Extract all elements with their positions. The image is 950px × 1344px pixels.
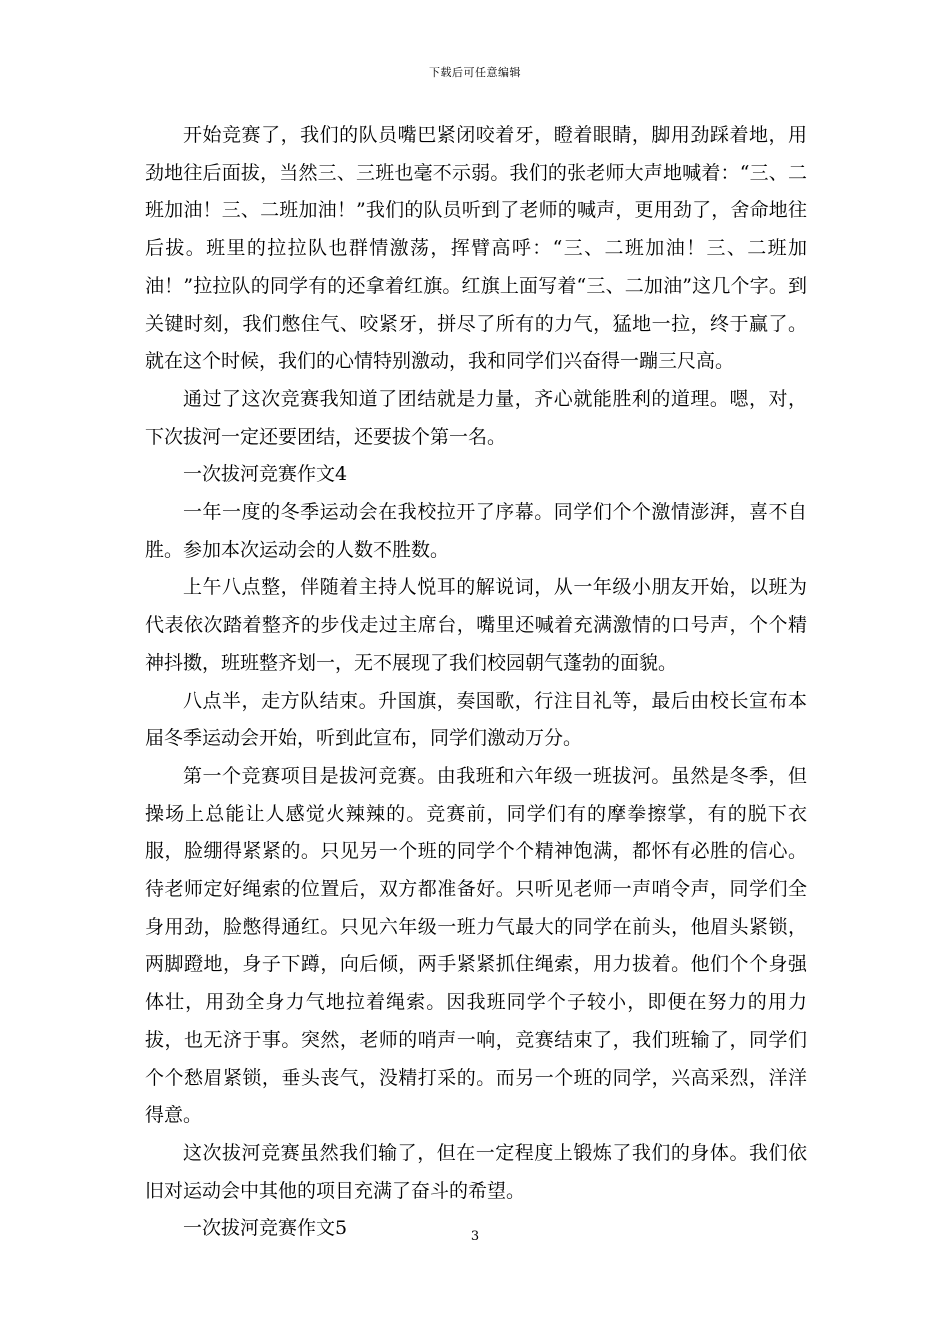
paragraph: 一年一度的冬季运动会在我校拉开了序幕。同学们个个激情澎湃，喜不自胜。参加本次运动会的人数不胜数。 — [145, 501, 807, 561]
paragraph: 八点半，走方队结束。升国旗，奏国歌，行注目礼等，最后由校长宣布本届冬季运动会开始，听到此宣布，同学们激动万分。 — [145, 689, 807, 750]
page-header: 下载后可任意编辑 — [429, 66, 521, 79]
section-heading: 一次拔河竞赛作文4 — [183, 463, 348, 486]
paragraph: 开始竞赛了，我们的队员嘴巴紧闭咬着牙，瞪着眼睛，脚用劲踩着地，用劲地往后面拔，当然三、三班也毫不示弱。我们的张老师大声地喊着：“三、二班加油！三、二班加油！”我们的队员听到了老师的喊声，更用劲了，舍命地往后拔。班里的拉拉队也群情激荡，挥臂高呼：“三、二班加油！三、二班加油！”拉拉队的同学有的还拿着红旗。红旗上面写着“三、二加油”这几个字。到关键时刻，我们憋住气、咬紧牙，拼尽了所有的力气，猛地一拉，终于赢了。就在这个时候，我们的心情特别激动，我和同学们兴奋得一蹦三尺高。 — [145, 124, 807, 373]
paragraph: 第一个竞赛项目是拔河竞赛。由我班和六年级一班拔河。虽然是冬季，但操场上总能让人感觉火辣辣的。竞赛前，同学们有的摩拳擦掌，有的脱下衣服，脸绷得紧紧的。只见另一个班的同学个个精神饱满，都怀有必胜的信心。待老师定好绳索的位置后，双方都准备好。只听见老师一声哨令声，同学们全身用劲，脸憋得通红。只见六年级一班力气最大的同学在前头，他眉头紧锁，两脚蹬地，身子下蹲，向后倾，两手紧紧抓住绳索，用力拔着。他们个个身强体壮，用劲全身力气地拉着绳索。因我班同学个子较小，即便在努力的用力拔，也无济于事。突然，老师的哨声一响，竞赛结束了，我们班输了，同学们个个愁眉紧锁，垂头丧气，没精打采的。而另一个班的同学，兴高采烈，洋洋得意。 — [145, 764, 807, 1127]
page-number: 3 — [470, 1229, 480, 1244]
section-heading: 一次拔河竞赛作文5 — [183, 1217, 348, 1240]
paragraph: 这次拔河竞赛虽然我们输了，但在一定程度上锻炼了我们的身体。我们依旧对运动会中其他的项目充满了奋斗的希望。 — [145, 1141, 807, 1202]
paragraph: 通过了这次竞赛我知道了团结就是力量，齐心就能胜利的道理。嗯，对，下次拔河一定还要团结，还要拔个第一名。 — [145, 387, 807, 448]
paragraph: 上午八点整，伴随着主持人悦耳的解说词，从一年级小朋友开始，以班为代表依次踏着整齐的步伐走过主席台，嘴里还喊着充满激情的口号声，个个精神抖擞，班班整齐划一，无不展现了我们校园朝气蓬勃的面貌。 — [145, 576, 807, 674]
document-body — [145, 117, 807, 1248]
